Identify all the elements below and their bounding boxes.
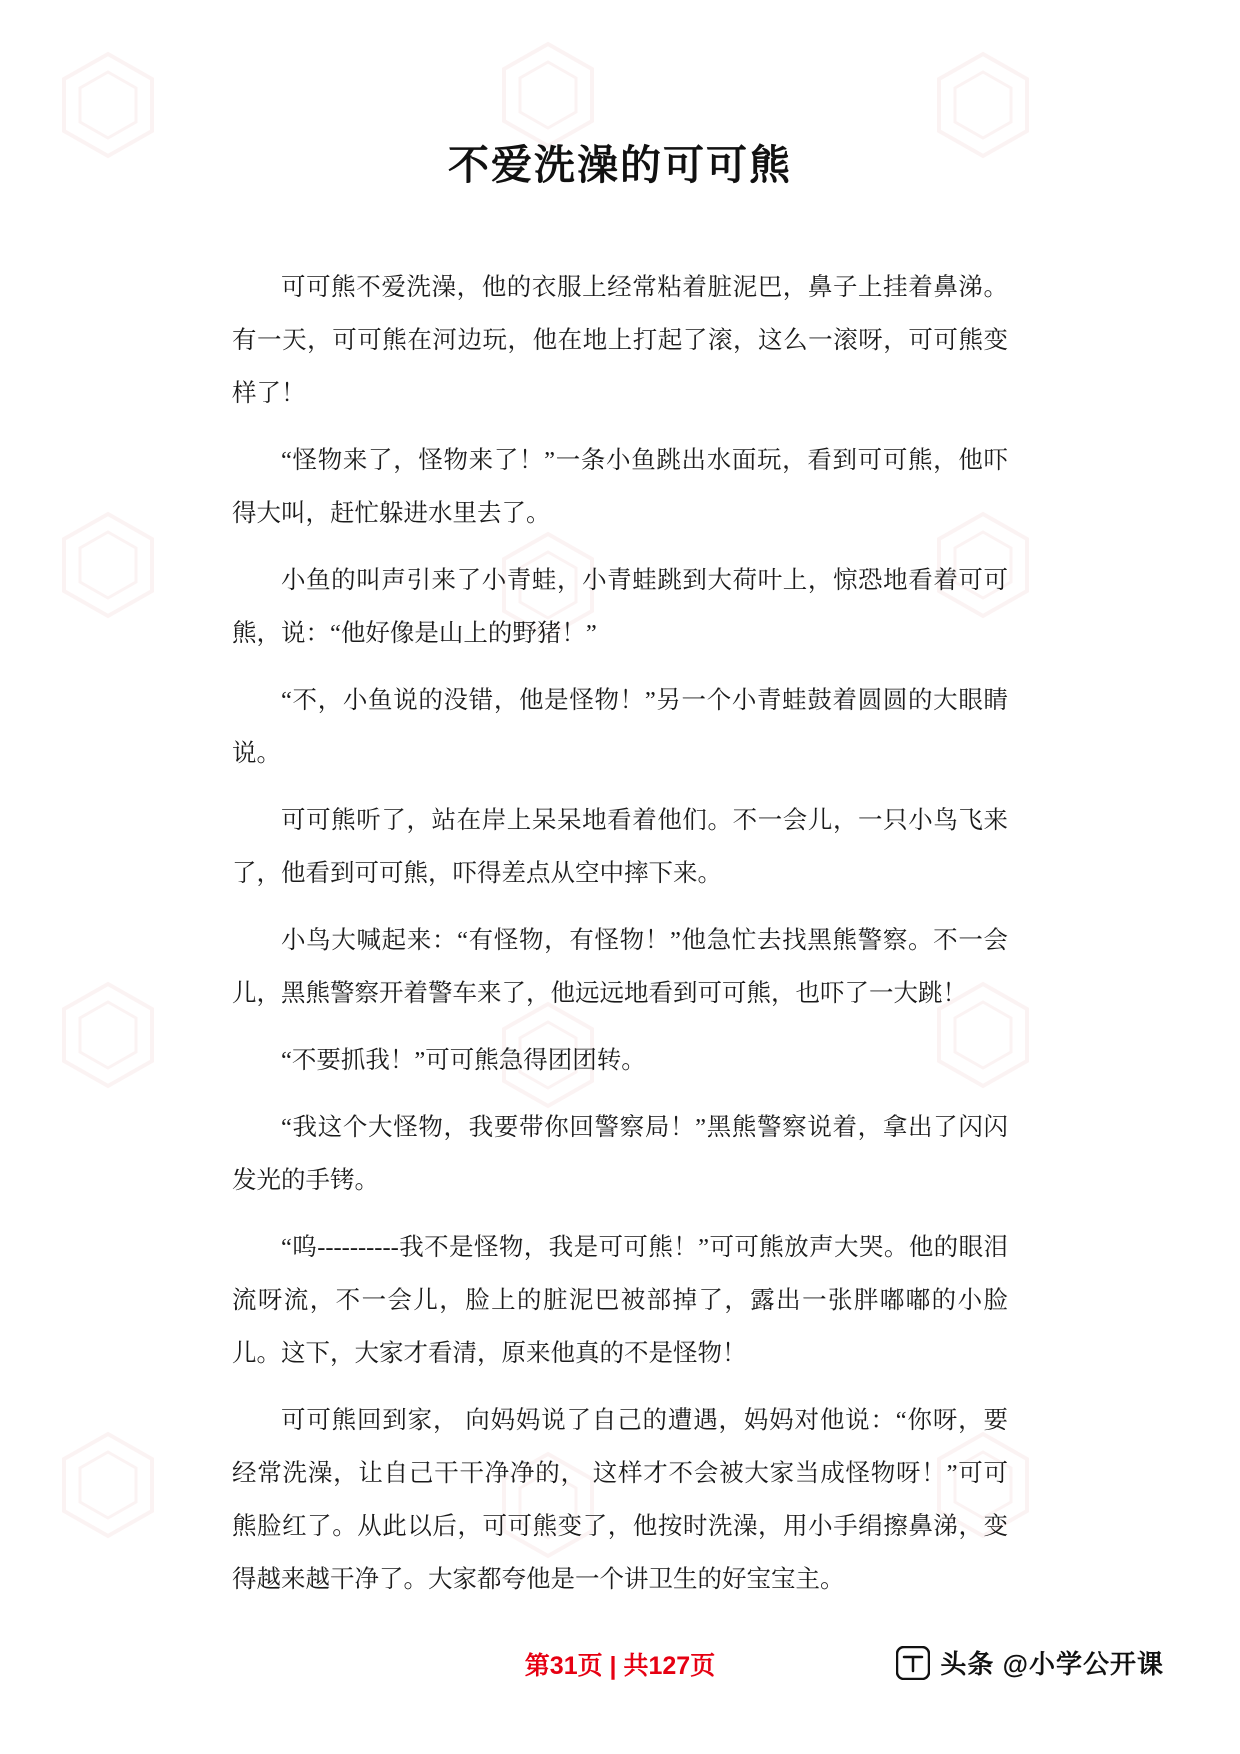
paragraph: “不，小鱼说的没错，他是怪物！”另一个小青蛙鼓着圆圆的大眼睛说。: [232, 687, 1008, 767]
paragraph: “不要抓我！”可可熊急得团团转。: [281, 1047, 646, 1074]
story-body: [232, 191, 1008, 1606]
paragraph: 小鱼的叫声引来了小青蛙，小青蛙跳到大荷叶上，惊恐地看着可可熊，说：“他好像是山上的野猪！”: [232, 567, 1008, 647]
paragraph: 可可熊不爱洗澡，他的衣服上经常粘着脏泥巴，鼻子上挂着鼻涕。有一天，可可熊在河边玩，他在地上打起了滚，这么一滚呀，可可熊变样了！: [232, 274, 1008, 407]
paragraph: 可可熊听了，站在岸上呆呆地看着他们。不一会儿，一只小鸟飞来了，他看到可可熊，吓得差点从空中摔下来。: [232, 807, 1008, 887]
page-footer: [0, 1646, 1240, 1706]
paragraph: “呜----------我不是怪物，我是可可熊！”可可熊放声大哭。他的眼泪流呀流，不一会儿，脸上的脏泥巴被部掉了，露出一张胖嘟嘟的小脸儿。这下，大家才看清，原来他真的不是怪物！: [232, 1234, 1008, 1367]
paragraph: 小鸟大喊起来：“有怪物，有怪物！”他急忙去找黑熊警察。不一会儿，黑熊警察开着警车来了，他远远地看到可可熊，也吓了一大跳！: [232, 927, 1008, 1007]
brand-watermark: [896, 1644, 1164, 1681]
page-number: 第31页 | 共127页: [524, 1652, 716, 1680]
toutiao-logo-icon: [896, 1646, 930, 1680]
brand-name: 头条 @小学公开课: [940, 1649, 1164, 1679]
page-title: 不爱洗澡的可可熊: [448, 142, 792, 188]
paragraph: 可可熊回到家， 向妈妈说了自己的遭遇，妈妈对他说：“你呀，要经常洗澡，让自己干干净净的， 这样才不会被大家当成怪物呀！”可可熊脸红了。从此以后，可可熊变了，他按时洗澡，用小手绢擦鼻涕，变得越来越干净了。大家都夸他是一个讲卫生的好宝宝主。: [232, 1407, 1008, 1593]
paragraph: “怪物来了，怪物来了！”一条小鱼跳出水面玩，看到可可熊，他吓得大叫，赶忙躲进水里去了。: [232, 447, 1008, 527]
paragraph: “我这个大怪物，我要带你回警察局！”黑熊警察说着，拿出了闪闪发光的手铐。: [232, 1114, 1008, 1194]
